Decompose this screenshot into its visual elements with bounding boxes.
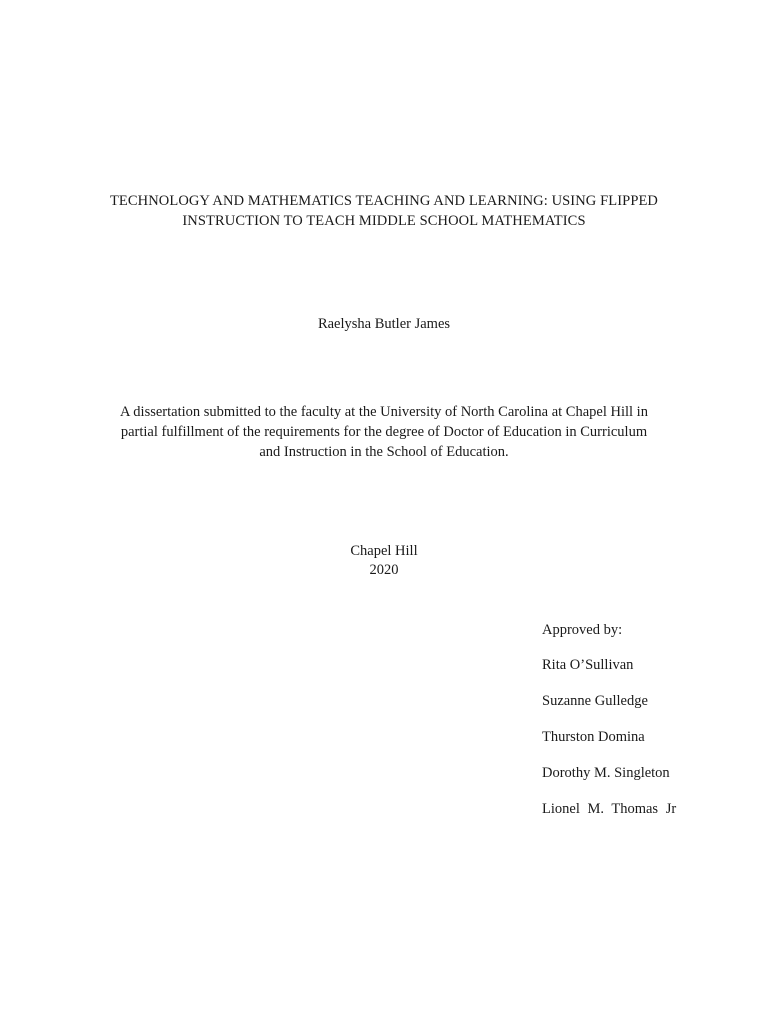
title-line-2: INSTRUCTION TO TEACH MIDDLE SCHOOL MATHEMATICS xyxy=(182,213,586,229)
statement-line-2: partial fulfillment of the requirements for the degree of Doctor of Education in Curriculum xyxy=(120,424,648,440)
dissertation-title xyxy=(0,191,768,231)
statement-line-3: and Instruction in the School of Education. xyxy=(259,444,509,460)
place: Chapel Hill xyxy=(350,543,418,559)
author-name: Raelysha Butler James xyxy=(317,316,451,332)
year: 2020 xyxy=(369,562,399,578)
committee-member: Thurston Domina xyxy=(542,729,645,745)
statement-line-1: A dissertation submitted to the faculty at the University of North Carolina at Chapel Hill in xyxy=(120,404,648,420)
submission-statement xyxy=(0,402,768,462)
approval-heading: Approved by: xyxy=(542,622,623,638)
place-and-year xyxy=(0,542,768,580)
committee-member: Suzanne Gulledge xyxy=(542,693,648,709)
title-line-1: TECHNOLOGY AND MATHEMATICS TEACHING AND LEARNING: USING FLIPPED xyxy=(109,193,659,209)
committee-member: Dorothy M. Singleton xyxy=(542,765,670,781)
committee-member: Rita O’Sullivan xyxy=(542,657,634,673)
approval-block xyxy=(542,620,676,819)
committee-member: Lionel M. Thomas Jr xyxy=(542,801,677,817)
